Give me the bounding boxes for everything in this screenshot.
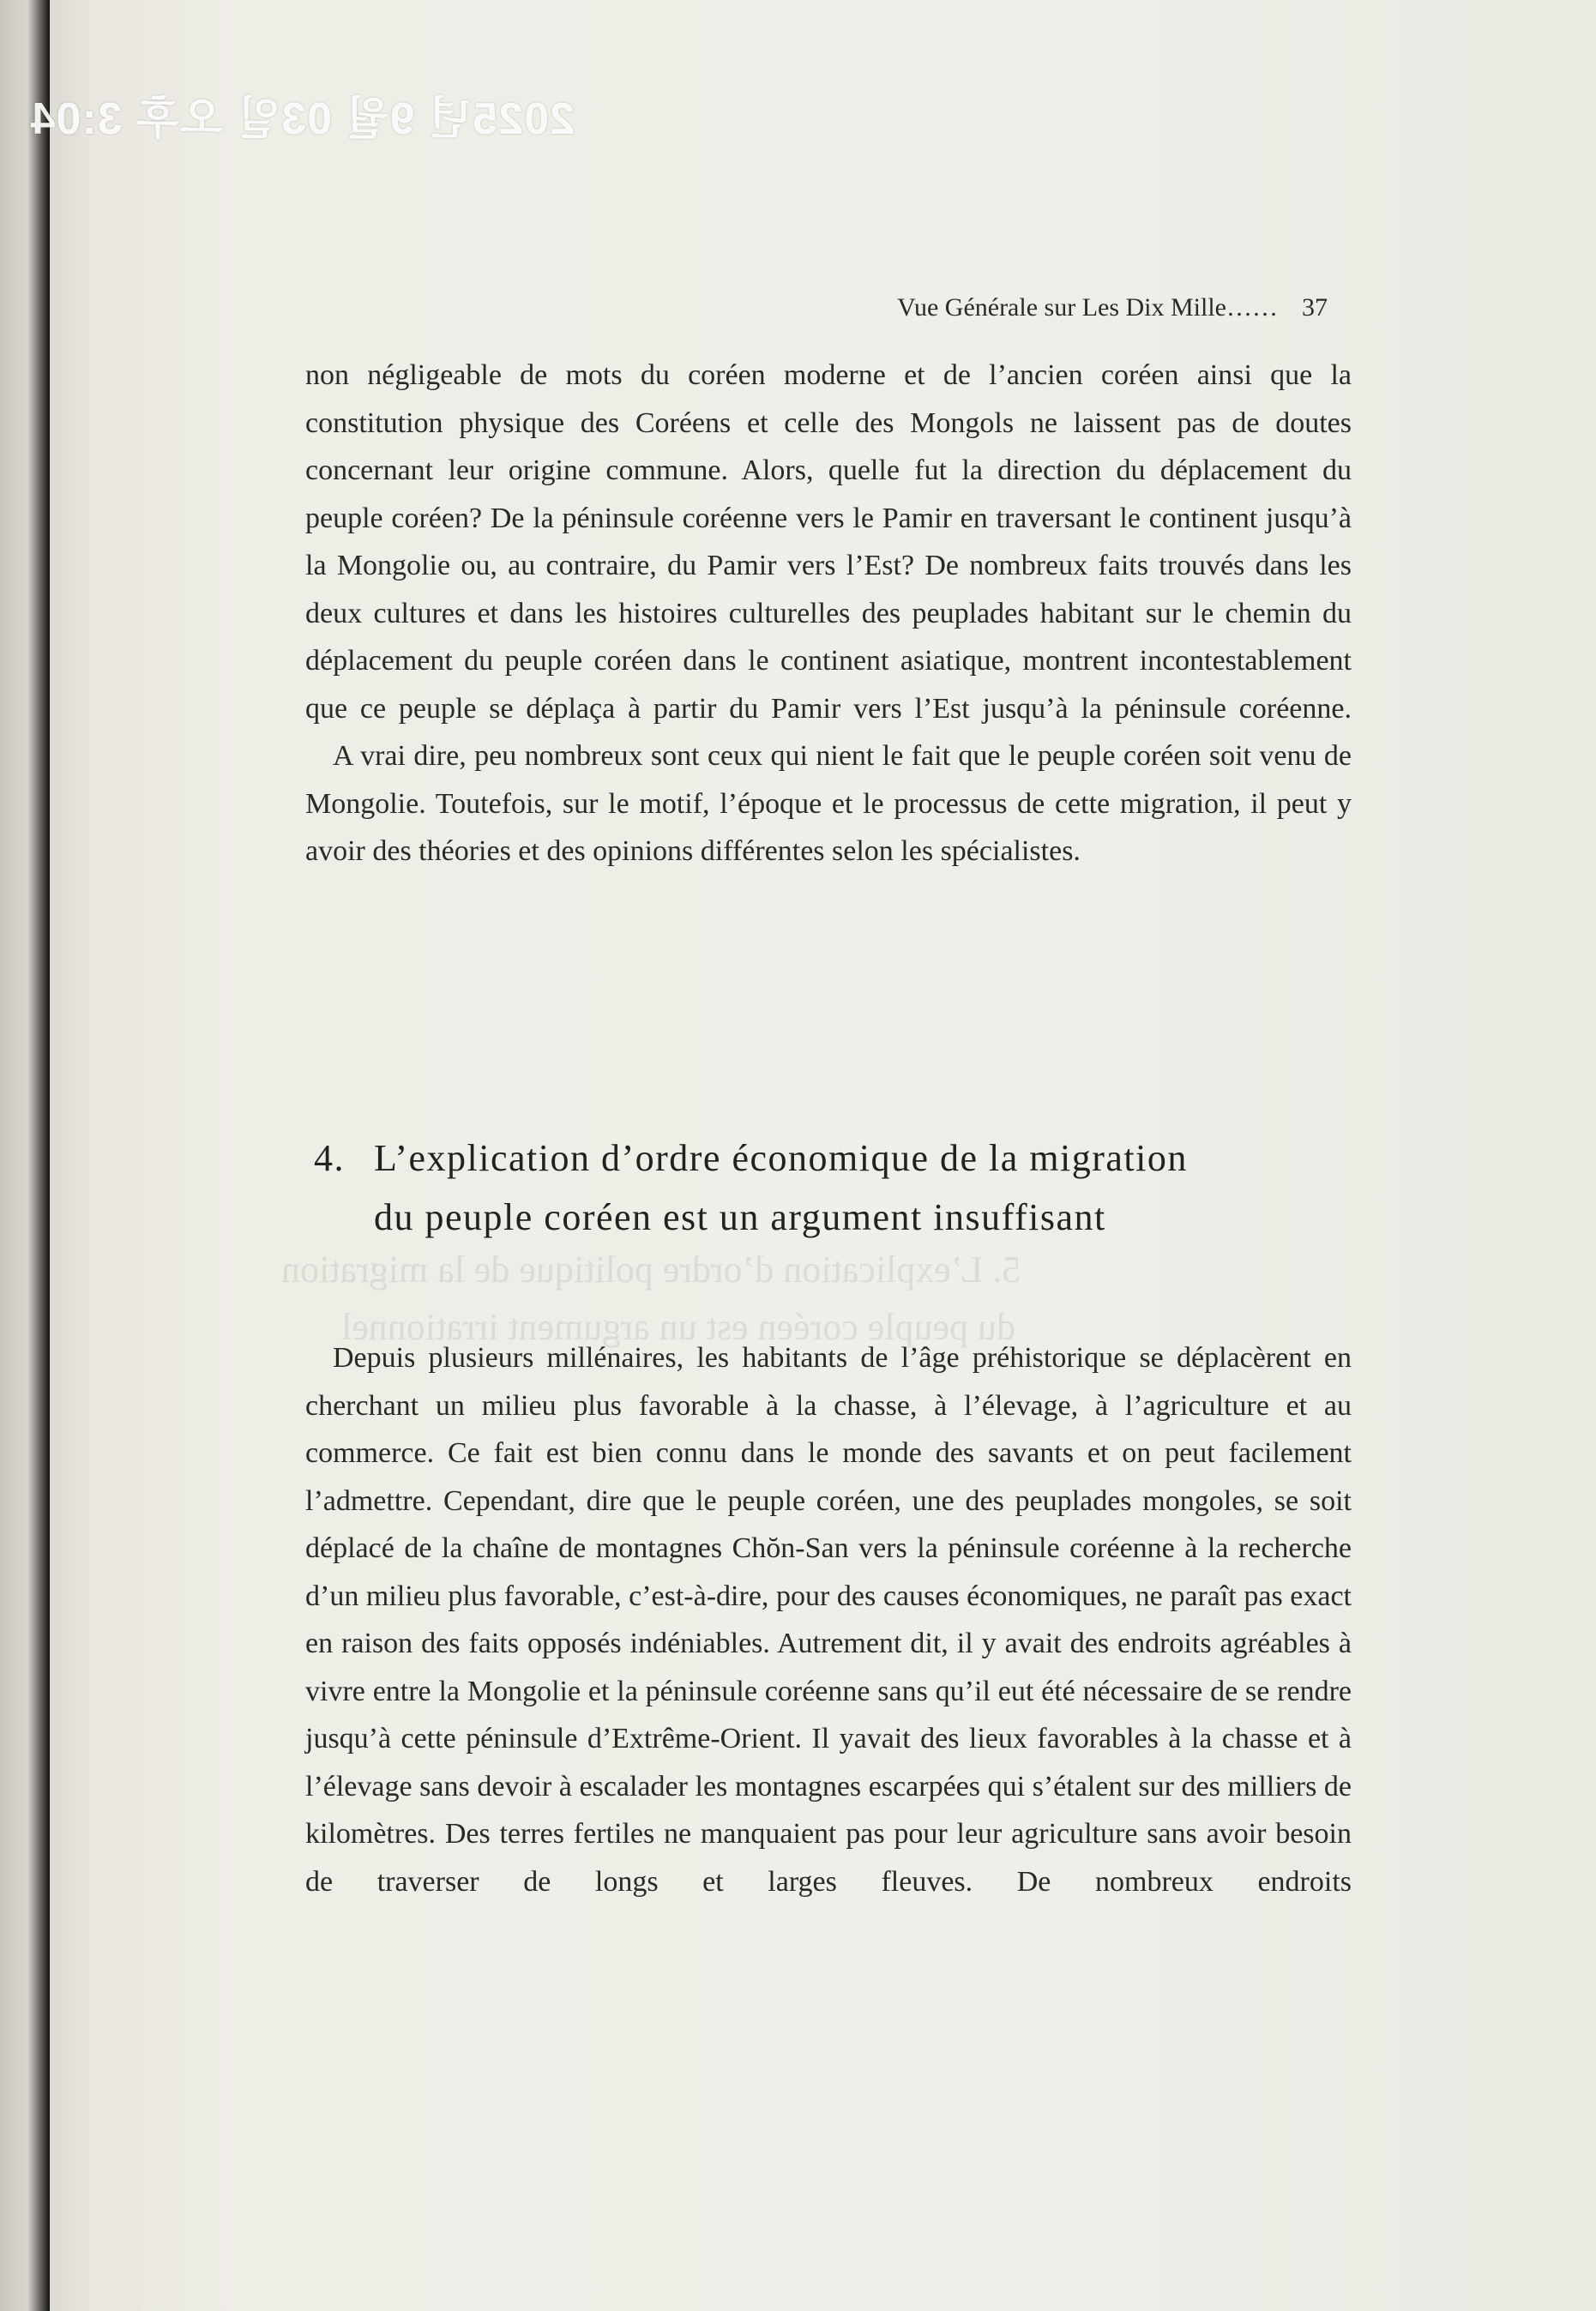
running-head-title: Vue Générale sur Les Dix Mille…… — [897, 293, 1278, 322]
book-page — [50, 0, 1596, 2311]
section-number: 4. — [314, 1137, 345, 1179]
section-title-line1: L’explication d’ordre économique de la migration — [374, 1137, 1188, 1179]
show-through-heading-line2: du peuple coréen est un argument irrationnel — [341, 1306, 1016, 1348]
body-text-bottom — [305, 1334, 1352, 1905]
show-through-heading: 5. L’explication d’ordre politique de la migration — [281, 1249, 1021, 1291]
section-title-line2: du peuple coréen est un argument insuffisant — [374, 1196, 1106, 1238]
page-number: 37 — [1302, 293, 1328, 322]
section-heading — [314, 1128, 1343, 1247]
running-head — [796, 293, 1328, 322]
paragraph-2: A vrai dire, peu nombreux sont ceux qui nient le fait que le peuple coréen soit venu de Mongolie. Toutefois, sur le motif, l’époque et le processus de cette migration, il peut y avoir des théories et des opinions différentes selon les spécialistes. — [305, 740, 1352, 867]
body-text-top — [305, 352, 1352, 876]
photo-timestamp: 2025년 9월 03일 오후 3:04 — [29, 94, 575, 144]
paragraph-3: Depuis plusieurs millénaires, les habitants de l’âge préhistorique se déplacèrent en cherchant un milieu plus favorable à la chasse, à l’élevage, à l’agriculture et au commerce. Ce fait est bien connu dans le monde des savants et on peut facilement l’admettre. Cependant, dire que le peuple coréen, une des peuplades mongoles, se soit déplacé de la chaîne de montagnes Chŏn-San vers la péninsule coréenne à la recherche d’un milieu plus favorable, c’est-à-dire, pour des causes économiques, ne paraît pas exact en raison des faits opposés indéniables. Autrement dit, il y avait des endroits agréables à vivre entre la Mongolie et la péninsule coréenne sans qu’il eut été nécessaire de se rendre jusqu’à cette péninsule d’Extrême-Orient. Il yavait des lieux favorables à la chasse et à l’élevage sans devoir à escalader les montagnes escarpées qui s’étalent sur des milliers de kilomètres. Des terres fertiles ne manquaient pas pour leur agriculture sans avoir besoin de traverser de longs et larges fleuves. De nombreux endroits — [305, 1342, 1352, 1898]
book-gutter — [0, 0, 50, 2311]
paragraph-1: non négligeable de mots du coréen moderne et de l’ancien coréen ainsi que la constitution physique des Coréens et celle des Mongols ne laissent pas de doutes concernant leur origine commune. Alors, quelle fut la direction du déplacement du peuple coréen? De la péninsule coréenne vers le Pamir en traversant le continent jusqu’à la Mongolie ou, au contraire, du Pamir vers l’Est? De nombreux faits trouvés dans les deux cultures et dans les histoires culturelles des peuplades habitant sur le chemin du déplacement du peuple coréen dans le continent asiatique, montrent incontestablement que ce peuple se déplaça à partir du Pamir vers l’Est jusqu’à la péninsule coréenne. — [305, 359, 1352, 725]
